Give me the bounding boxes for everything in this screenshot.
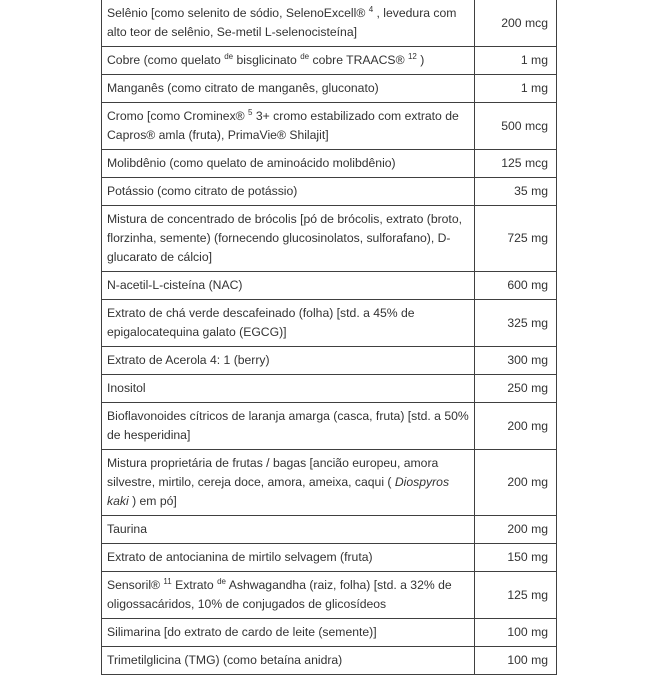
ingredient-name-text: Mistura de concentrado de brócolis [pó de brócolis, extrato (broto, florzinha, semente) (fornecendo glucosinolatos, sulforafano), D-glucarato de cálcio]	[107, 212, 462, 264]
ingredient-name-cell	[102, 619, 475, 647]
ingredient-amount-cell: 150 mg	[475, 544, 557, 572]
table-row	[102, 516, 557, 544]
ingredient-amount-cell: 500 mcg	[475, 103, 557, 150]
ingredient-name-cell	[102, 206, 475, 272]
table-row	[102, 150, 557, 178]
ingredient-name-text: Silimarina [do extrato de cardo de leite (semente)]	[107, 625, 377, 639]
ingredient-name-cell	[102, 544, 475, 572]
ingredient-name-text: Cromo [como Crominex®	[107, 109, 249, 123]
table-row	[102, 403, 557, 450]
ingredient-name-cell	[102, 347, 475, 375]
superscript-mark: 5	[248, 107, 253, 117]
table-row	[102, 572, 557, 619]
ingredient-name-text: Extrato	[171, 578, 218, 592]
ingredient-name-cell	[102, 450, 475, 516]
ingredient-amount-cell: 1 mg	[475, 75, 557, 103]
ingredient-name-text: Trimetilglicina (TMG) (como betaína anidra)	[107, 653, 343, 667]
ingredient-name-text: Extrato de Acerola 4: 1 (berry)	[107, 353, 270, 367]
ingredient-amount-cell: 100 mg	[475, 619, 557, 647]
ingredient-name-cell	[102, 572, 475, 619]
table-row	[102, 206, 557, 272]
ingredient-amount-cell: 250 mg	[475, 375, 557, 403]
ingredient-name-text: , levedura com alto teor de selênio, Se-metil L-selenocisteína]	[107, 6, 457, 39]
ingredient-name-text: Selênio [como selenito de sódio, SelenoExcell®	[107, 6, 369, 20]
table-row	[102, 0, 557, 47]
ingredient-amount-cell: 200 mg	[475, 516, 557, 544]
superscript-mark: de	[224, 51, 234, 61]
ingredient-name-text: N-acetil-L-cisteína (NAC)	[107, 278, 243, 292]
ingredient-name-cell	[102, 300, 475, 347]
ingredient-name-cell	[102, 516, 475, 544]
table-row	[102, 75, 557, 103]
superscript-mark: de	[217, 576, 227, 586]
superscript-mark: 4	[368, 4, 374, 14]
ingredient-name-text: bisglicinato	[233, 53, 301, 67]
ingredient-name-cell	[102, 0, 475, 47]
table-row	[102, 178, 557, 206]
ingredients-table-body	[102, 0, 557, 675]
ingredient-amount-cell: 725 mg	[475, 206, 557, 272]
table-row	[102, 544, 557, 572]
ingredient-amount-cell: 100 mg	[475, 647, 557, 675]
ingredient-amount-cell: 200 mg	[475, 403, 557, 450]
ingredient-name-text: Potássio (como citrato de potássio)	[107, 184, 298, 198]
table-row	[102, 103, 557, 150]
table-row	[102, 450, 557, 516]
ingredient-name-text: Manganês (como citrato de manganês, gluconato)	[107, 81, 379, 95]
table-row	[102, 272, 557, 300]
supplement-facts-table-container	[101, 0, 556, 675]
ingredient-amount-cell: 125 mcg	[475, 150, 557, 178]
ingredient-name-cell	[102, 272, 475, 300]
ingredient-name-text: Inositol	[107, 381, 146, 395]
ingredient-name-text: Bioflavonoides cítricos de laranja amarga (casca, fruta) [std. a 50% de hesperidina]	[107, 409, 469, 442]
ingredient-name-cell	[102, 178, 475, 206]
ingredient-amount-cell: 125 mg	[475, 572, 557, 619]
ingredient-name-cell	[102, 75, 475, 103]
ingredient-amount-cell: 325 mg	[475, 300, 557, 347]
ingredient-name-text: Taurina	[107, 522, 147, 536]
ingredient-amount-cell: 35 mg	[475, 178, 557, 206]
ingredient-name-cell	[102, 150, 475, 178]
ingredient-name-text: Diospyros kaki	[107, 475, 450, 508]
table-row	[102, 647, 557, 675]
ingredient-name-cell	[102, 47, 475, 75]
ingredient-name-text: Extrato de antocianina de mirtilo selvagem (fruta)	[107, 550, 373, 564]
ingredient-name-text: Extrato de chá verde descafeinado (folha) [std. a 45% de epigalocatequina galato (EGCG)]	[107, 306, 415, 339]
ingredient-name-text: Sensoril®	[107, 578, 164, 592]
ingredient-amount-cell: 1 mg	[475, 47, 557, 75]
ingredient-name-text: Molibdênio (como quelato de aminoácido molibdênio)	[107, 156, 396, 170]
ingredient-name-cell	[102, 403, 475, 450]
table-row	[102, 347, 557, 375]
ingredient-name-text: Mistura proprietária de frutas / bagas [ancião europeu, amora silvestre, mirtilo, cereja doce, amora, ameixa, caqui (	[107, 456, 439, 489]
ingredient-name-text: cobre TRAACS®	[309, 53, 408, 67]
ingredient-name-cell	[102, 103, 475, 150]
ingredient-name-text: 3+ cromo estabilizado com extrato de Capros® amla (fruta), PrimaVie® Shilajit]	[107, 109, 459, 142]
ingredient-amount-cell: 200 mg	[475, 450, 557, 516]
superscript-mark: 12	[407, 51, 417, 61]
ingredient-name-text: ) em pó]	[128, 494, 177, 508]
ingredient-name-cell	[102, 375, 475, 403]
ingredient-name-text: Cobre (como quelato	[107, 53, 225, 67]
superscript-mark: de	[300, 51, 310, 61]
ingredients-table	[101, 0, 557, 675]
ingredient-name-text: )	[416, 53, 425, 67]
ingredient-amount-cell: 200 mcg	[475, 0, 557, 47]
ingredient-amount-cell: 600 mg	[475, 272, 557, 300]
table-row	[102, 375, 557, 403]
ingredient-amount-cell: 300 mg	[475, 347, 557, 375]
table-row	[102, 619, 557, 647]
superscript-mark: 11	[163, 576, 172, 586]
ingredient-name-cell	[102, 647, 475, 675]
table-row	[102, 47, 557, 75]
ingredient-name-text: Ashwagandha (raiz, folha) [std. a 32% de oligossacáridos, 10% de conjugados de glicosídeos	[107, 578, 452, 611]
table-row	[102, 300, 557, 347]
